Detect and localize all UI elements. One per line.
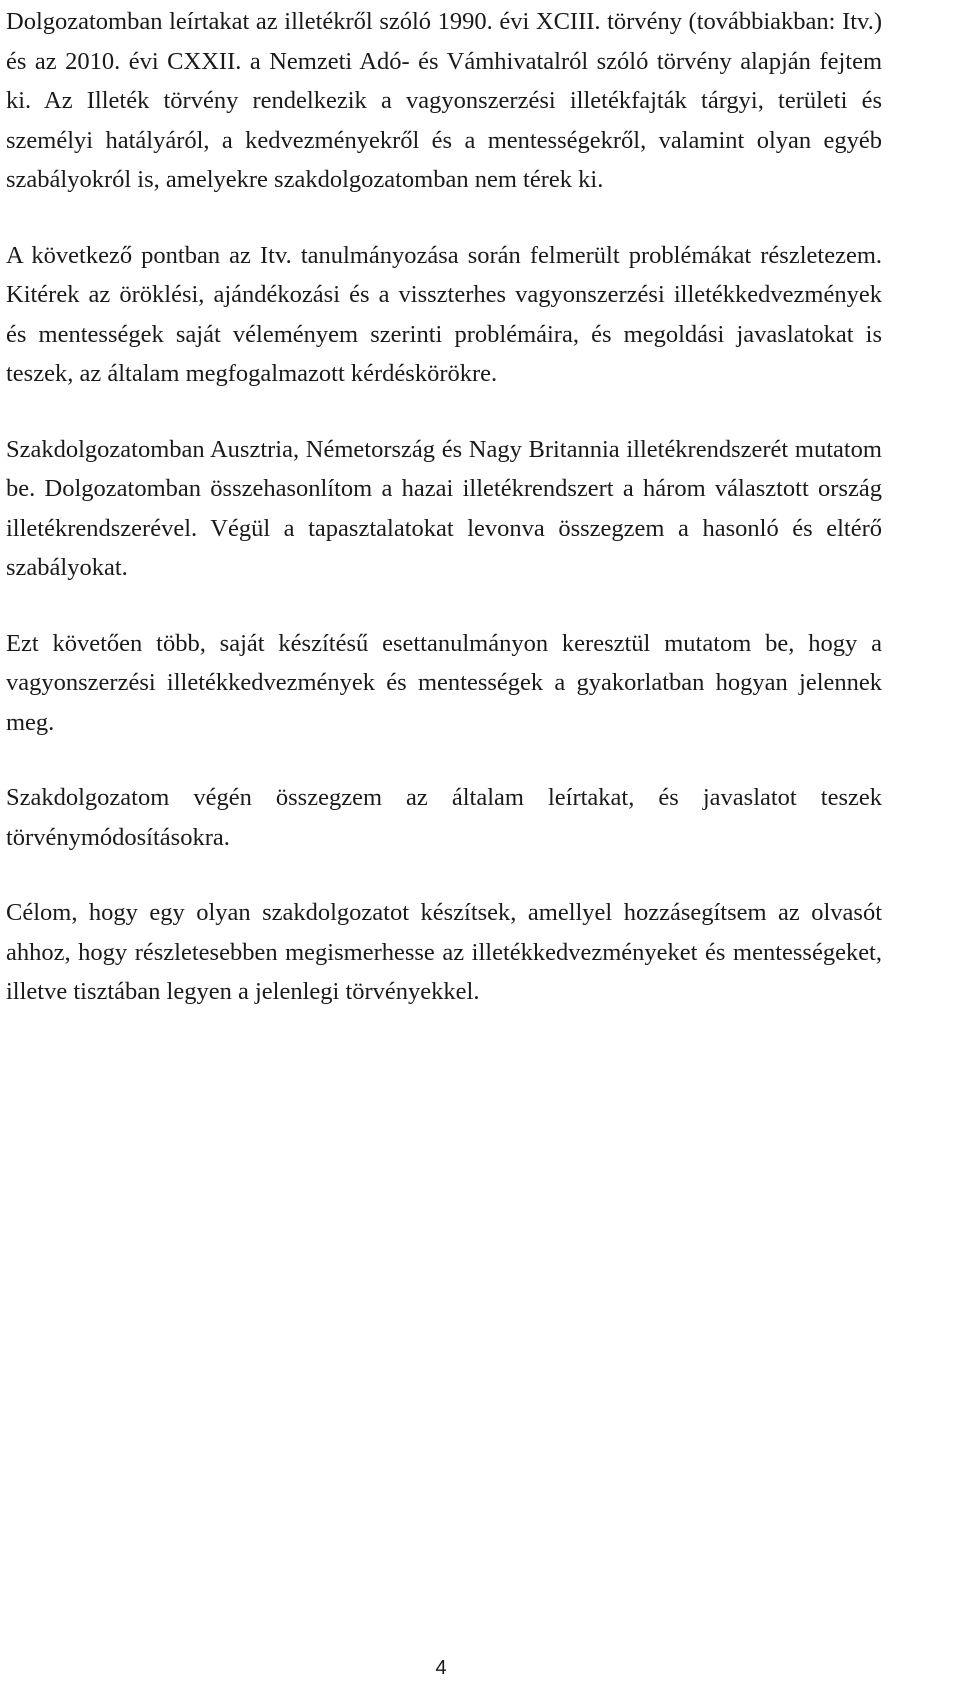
paragraph-comparison: Szakdolgozatomban Ausztria, Németország és Nagy Britannia illetékrendszerét mutatom be. Dolgozatomban összehasonlítom a hazai illetékrendszert a három választott ország illetékrendszerével. Végül a tapasztalatokat levonva összegzem a hasonló és eltérő szabályokat. [6,435,882,581]
page-number: 4 [435,1657,447,1679]
paragraph-summary: Szakdolgozatom végén összegzem az általam leírtakat, és javaslatot teszek törvénymódosításokra. [6,784,882,851]
paragraph-case-studies: Ezt követően több, saját készítésű esettanulmányon keresztül mutatom be, hogy a vagyonszerzési illetékkedvezmények és mentességek a gyakorlatban hogyan jelennek meg. [6,629,882,736]
paragraph-intro: Dolgozatomban leírtakat az illetékről szóló 1990. évi XCIII. törvény (továbbiakban: Itv.) és az 2010. évi CXXII. a Nemzeti Adó- és Vámhivatalról szóló törvény alapján fejtem ki. Az Illeték törvény rendelkezik a vagyonszerzési illetékfajták tárgyi, területi és személyi hatályáról, a kedvezményekről és a mentességekről, valamint olyan egyéb szabályokról is, amelyekre szakdolgozatomban nem térek ki. [6,8,882,193]
paragraph-goal: Célom, hogy egy olyan szakdolgozatot készítsek, amellyel hozzásegítsem az olvasót ahhoz, hogy részletesebben megismerhesse az illetékkedvezményeket és mentességeket, illetve tisztában legyen a jelenlegi törvényekkel. [6,899,882,1005]
body-text [6,2,882,1012]
paragraph-problems: A következő pontban az Itv. tanulmányozása során felmerült problémákat részletezem. Kitérek az öröklési, ajándékozási és a visszterhes vagyonszerzési illetékkedvezmények és mentességek saját véleményem szerinti problémáira, és megoldási javaslatokat is teszek, az általam megfogalmazott kérdéskörökre. [6,241,882,387]
